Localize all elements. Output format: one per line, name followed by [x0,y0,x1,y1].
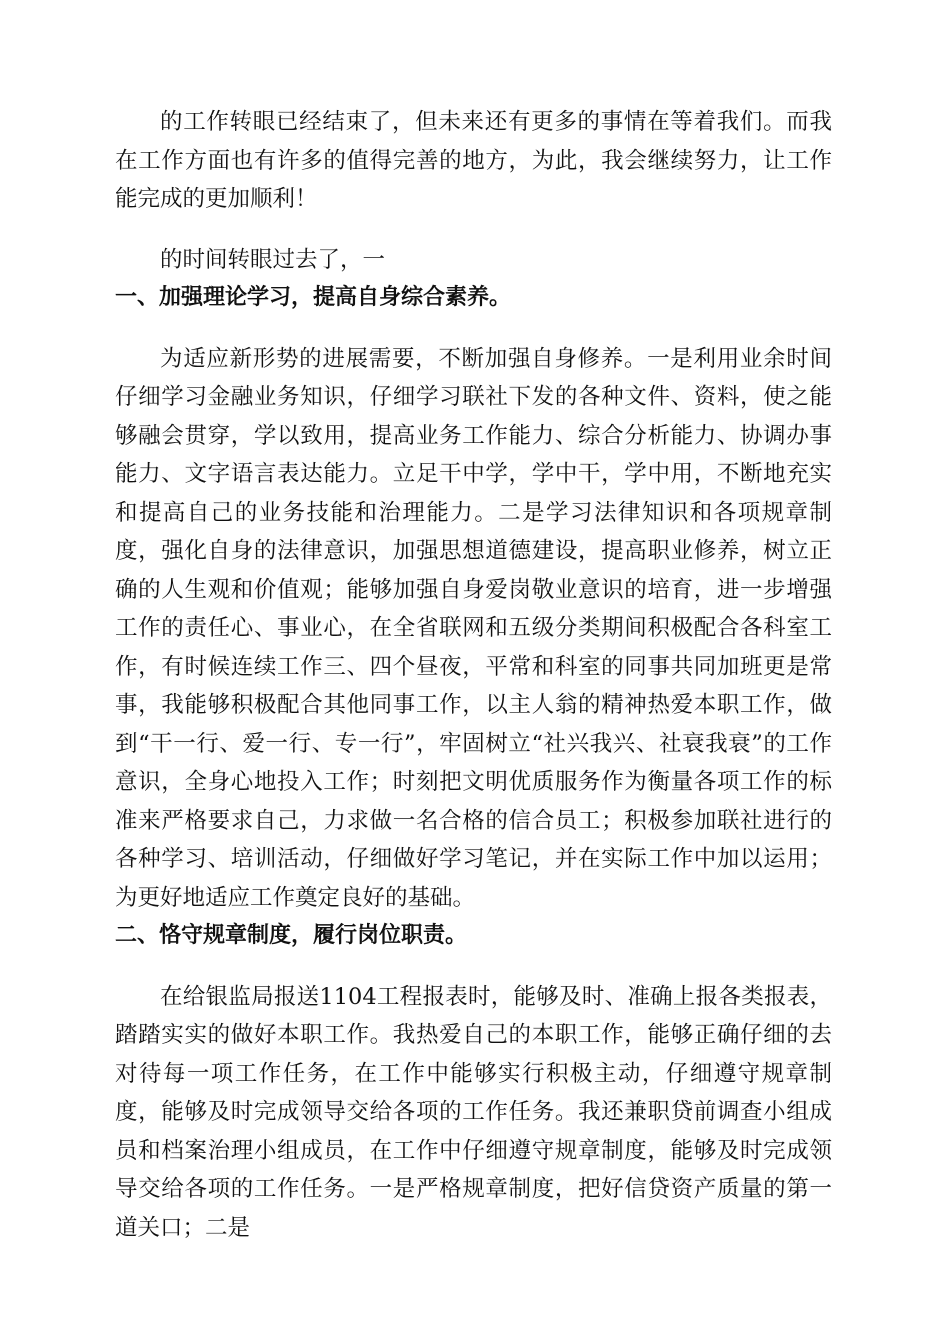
document-page [115,103,832,1247]
paragraph-study: 为适应新形势的进展需要，不断加强自身修养。一是利用业余时间仔细学习金融业务知识，仔细学习联社下发的各种文件、资料，使之能够融会贯穿，学以致用，提高业务工作能力、综合分析能力、协调办事能力、文字语言表达能力。立足干中学，学中干，学中用，不断地充实和提高自己的业务技能和治理能力。二是学习法律知识和各项规章制度，强化自身的法律意识，加强思想道德建设，提高职业修养，树立正确的人生观和价值观；能够加强自身爱岗敬业意识的培育，进一步增强工作的责任心、事业心，在全省联网和五级分类期间积极配合各科室工作，有时候连续工作三、四个昼夜，平常和科室的同事共同加班更是常事，我能够积极配合其他同事工作，以主人翁的精神热爱本职工作，做到“干一行、爱一行、专一行”，牢固树立“社兴我兴、社衰我衰”的工作意识，全身心地投入工作；时刻把文明优质服务作为衡量各项工作的标准来严格要求自己，力求做一名合格的信合员工；积极参加联社进行的各种学习、培训活动，仔细做好学习笔记，并在实际工作中加以运用；为更好地适应工作奠定良好的基础。 [115,345,832,911]
section-heading-1: 一、加强理论学习，提高自身综合素养。 [115,285,512,310]
paragraph-intro: 的工作转眼已经结束了，但未来还有更多的事情在等着我们。而我在工作方面也有许多的值得完善的地方，为此，我会继续努力，让工作能完成的更加顺利！ [115,109,832,212]
section-heading-2: 二、恪守规章制度，履行岗位职责。 [115,923,468,948]
paragraph-time: 的时间转眼过去了，一 [160,246,386,273]
paragraph-duties: 在给银监局报送1104工程报表时，能够及时、准确上报各类报表，踏踏实实的做好本职工作。我热爱自己的本职工作，能够正确仔细的去对待每一项工作任务，在工作中能够实行积极主动，仔细遵守规章制度，能够及时完成领导交给各项的工作任务。我还兼职贷前调查小组成员和档案治理小组成员，在工作中仔细遵守规章制度，能够及时完成领导交给各项的工作任务。一是严格规章制度，把好信贷资产质量的第一道关口；二是 [115,983,832,1241]
